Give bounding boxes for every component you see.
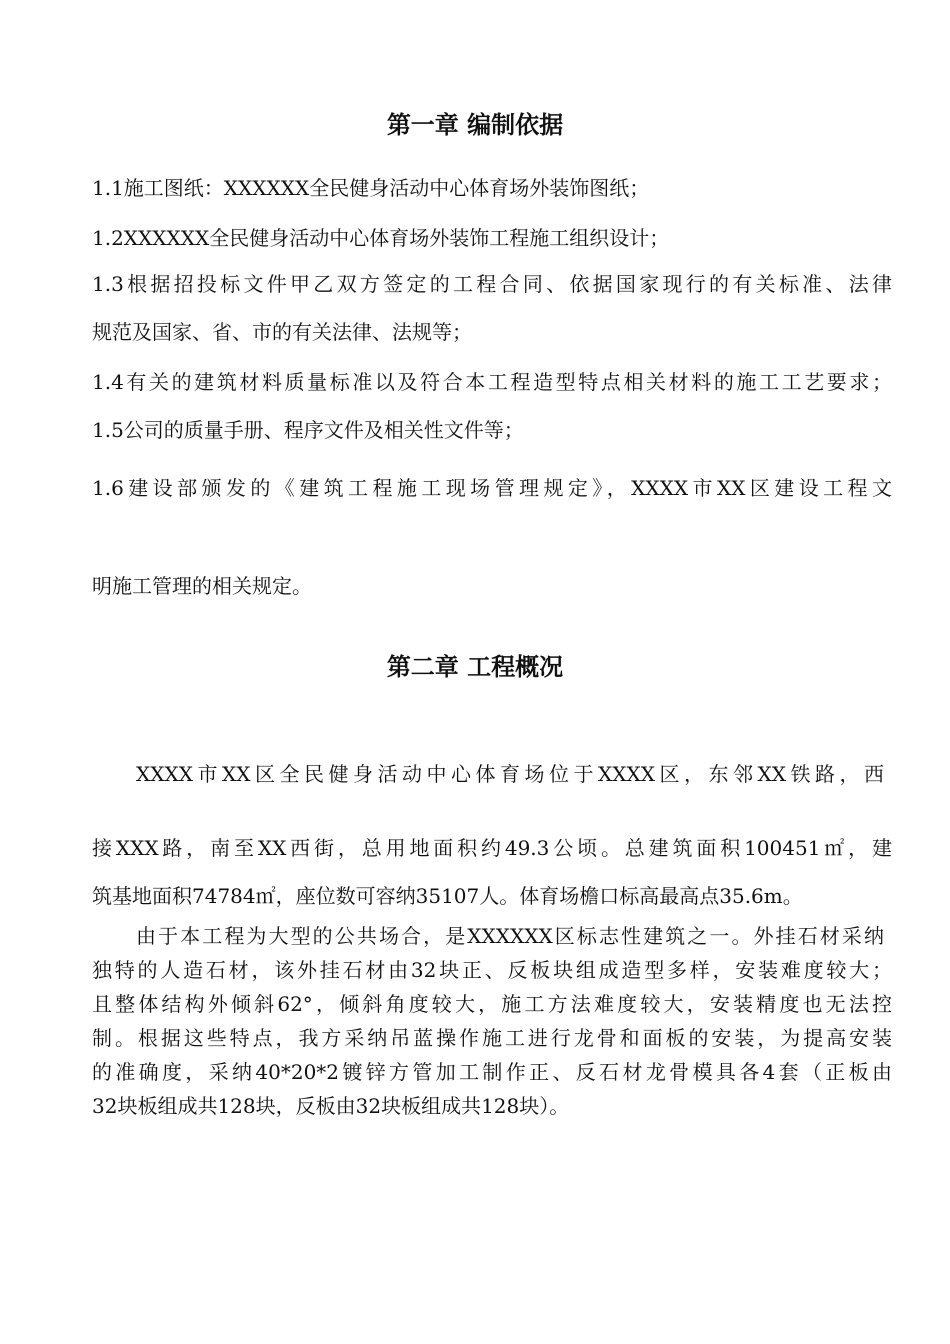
chapter1-title: 第一章 编制依据 xyxy=(386,110,564,139)
overview-line-1: XXXX市XX区全民健身活动中心体育场位于XXXX区，东邻XX铁路，西 xyxy=(136,762,884,786)
basis-item-1-6: 1.6建设部颁发的《建筑工程施工现场管理规定》，XXXX市XX区建设工程文 xyxy=(92,476,892,500)
basis-item-1-3: 1.3根据招投标文件甲乙双方签定的工程合同、依据国家现行的有关标准、法律 xyxy=(92,272,892,296)
basis-item-1-2: 1.2XXXXXX全民健身活动中心体育场外装饰工程施工组织设计； xyxy=(92,226,670,250)
basis-item-1-5: 1.5公司的质量手册、程序文件及相关性文件等； xyxy=(92,418,524,442)
basis-item-1-4: 1.4有关的建筑材料质量标准以及符合本工程造型特点相关材料的施工工艺要求； xyxy=(92,370,892,394)
overview-line-2: 接XXX路，南至XX西街，总用地面积约49.3公顷。总建筑面积100451㎡，建 xyxy=(92,836,892,860)
basis-item-1-1: 1.1施工图纸：XXXXXX全民健身活动中心体育场外装饰图纸； xyxy=(92,176,650,200)
overview-line-8: 的准确度，采纳40*20*2镀锌方管加工制作正、反石材龙骨模具各4套（正板由 xyxy=(92,1060,892,1084)
basis-item-1-3-cont: 规范及国家、省、市的有关法律、法规等； xyxy=(92,320,472,344)
overview-line-3: 筑基地面积74784㎡，座位数可容纳35107人。体育场檐口标高最高点35.6m。 xyxy=(92,884,803,908)
overview-line-7: 制。根据这些特点，我方采纳吊蓝操作施工进行龙骨和面板的安装，为提高安装 xyxy=(92,1026,892,1050)
overview-line-9: 32块板组成共128块，反板由32块板组成共128块）。 xyxy=(92,1094,570,1118)
basis-item-1-6-cont: 明施工管理的相关规定。 xyxy=(92,574,312,598)
overview-line-6: 且整体结构外倾斜62°，倾斜角度较大，施工方法难度较大，安装精度也无法控 xyxy=(92,992,892,1016)
overview-line-4: 由于本工程为大型的公共场合，是XXXXXX区标志性建筑之一。外挂石材采纳 xyxy=(136,924,884,948)
overview-line-5: 独特的人造石材，该外挂石材由32块正、反板块组成造型多样，安装难度较大； xyxy=(92,958,892,982)
chapter2-title: 第二章 工程概况 xyxy=(386,652,564,681)
